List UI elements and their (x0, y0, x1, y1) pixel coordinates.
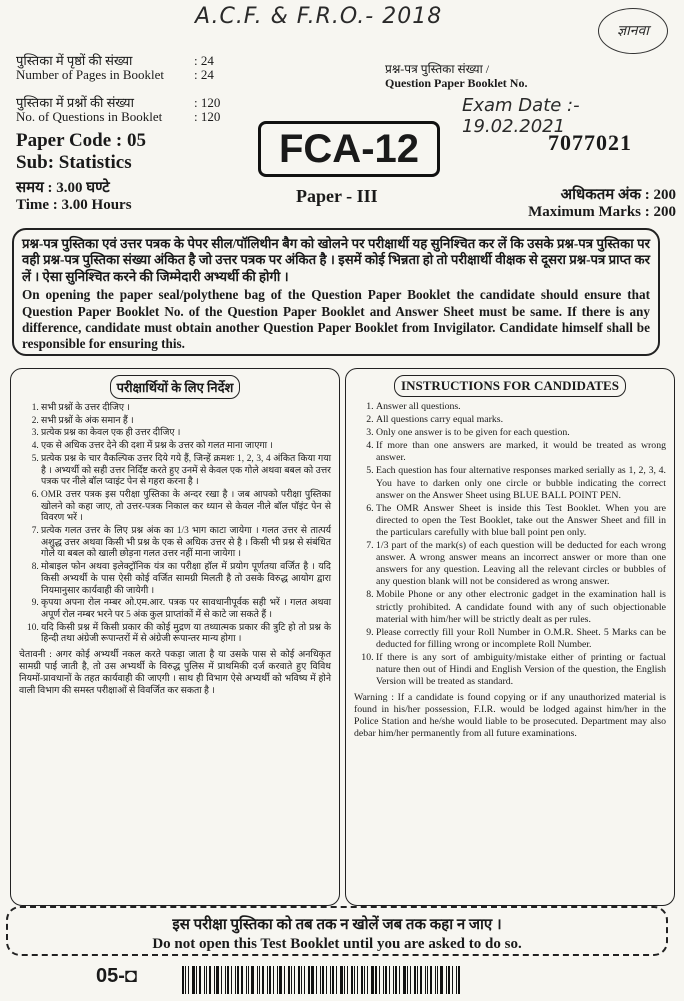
pages-label-en: Number of Pages in Booklet (16, 67, 165, 82)
barcode-bar (425, 966, 426, 994)
list-item: 2. All questions carry equal marks. (376, 414, 666, 426)
questions-info (16, 96, 256, 124)
barcode-bar (389, 966, 390, 994)
barcode-bar (251, 966, 254, 994)
list-item: 8. Mobile Phone or any other electronic gadget in the examination hall is strictly prohibited. A candidate found with any of such objectionable material with him/her will be strictly dealt as per rules. (376, 589, 666, 625)
barcode-bar (216, 966, 219, 994)
barcode-bar (326, 966, 327, 994)
barcode-bar (206, 966, 207, 994)
list-item: 8. मोबाइल फोन अथवा इलेक्ट्रॉनिक यंत्र का परीक्षा हॉल में प्रयोग पूर्णतया वर्जित है । यदि किसी अभ्यर्थी के पास ऐसी कोई वर्जित सामग्री मिलती है तो उसके विरुद्ध आयोग द्वारा नियमानुसार कार्यवाही की जायेगी । (41, 562, 331, 597)
barcode-bar (395, 966, 397, 994)
barcode-bar (347, 966, 348, 994)
questions-value-hi: : 120 (194, 95, 221, 110)
list-item: 3. Only one answer is to be given for each question. (376, 427, 666, 439)
barcode-bar (364, 966, 365, 994)
list-item: 10. If there is any sort of ambiguity/mistake either of printing or factual nature then out of Hindi and English Version of the question, the English Version will be treated as standard. (376, 652, 666, 688)
barcode-bar (440, 966, 443, 994)
pages-value-en: : 24 (194, 67, 214, 82)
barcode-bar (204, 966, 205, 994)
barcode-bar (456, 966, 457, 994)
barcode-bar (399, 966, 400, 994)
barcode-bar (262, 966, 264, 994)
list-item: 4. If more than one answers are marked, it would be treated as wrong answer. (376, 440, 666, 464)
barcode-bar (199, 966, 201, 994)
list-item: 6. The OMR Answer Sheet is inside this Test Booklet. When you are directed to open the Test Booklet, take out the Answer Sheet and fill in the particulars carefully with blue ball point pen only. (376, 503, 666, 539)
booklet-code: FCA-12 (258, 121, 440, 177)
handwritten-stamp-mark: ज्ञानवा (598, 8, 668, 54)
barcode-bar (209, 966, 211, 994)
list-item: 2. सभी प्रश्नों के अंक समान हैं । (41, 416, 331, 428)
barcode-bar (414, 966, 416, 994)
instructions-english-title: INSTRUCTIONS FOR CANDIDATES (394, 375, 626, 397)
barcode-bar (417, 966, 418, 994)
time-en: Time : 3.00 Hours (16, 197, 132, 213)
questions-label-en: No. of Questions in Booklet (16, 109, 163, 124)
list-item: 9. Please correctly fill your Roll Number in O.M.R. Sheet. 5 Marks can be deducted for filling wrong or incomplete Roll Number. (376, 627, 666, 651)
barcode-bar (427, 966, 428, 994)
barcode-bar (294, 966, 295, 994)
do-not-open-english: Do not open this Test Booklet until you are asked to do so. (152, 936, 522, 952)
barcode-bar (383, 966, 384, 994)
notice-english: On opening the paper seal/polythene bag of the Question Paper Booklet the candidate should ensure that Question Paper Booklet No. of the Question Paper Booklet and Answer Sheet must be same. If there is any difference, candidate must obtain another Question Paper Booklet from Invigilator. Candidate himself shall be responsible for ensuring this. (22, 287, 650, 352)
instructions-english-list (354, 401, 666, 688)
instructions-hindi-panel (10, 368, 340, 906)
barcode-bar (437, 966, 438, 994)
barcode-bar (308, 966, 310, 994)
barcode-bar (316, 966, 317, 994)
list-item: 3. प्रत्येक प्रश्न का केवल एक ही उत्तर दीजिए । (41, 428, 331, 440)
time-block (16, 180, 132, 214)
warning-english: Warning : If a candidate is found copying or if any unauthorized material is found in his/her possession, F.I.R. would be lodged against him/her in the Police Station and he/she would liable to be prosecuted. Department may also debar him/her permanently from all future examinations. (354, 692, 666, 740)
barcode-bar (371, 966, 374, 994)
booklet-number: 7077021 (548, 130, 632, 155)
barcode-bar (375, 966, 377, 994)
list-item: 5. प्रत्येक प्रश्न के चार वैकल्पिक उत्तर दिये गये हैं, जिन्हें क्रमशः 1, 2, 3, 4 अंकित किया गया है । अभ्यर्थी को सही उत्तर निर्दिष्ट करते हुए उनमें से केवल एक गोले अथवा बबल को उत्तर पत्रक पर नीले बॉल प्वाइंट पेन से गहरा करना है । (41, 454, 331, 489)
list-item: 10. यदि किसी प्रश्न में किसी प्रकार की कोई मुद्रण या तथ्यात्मक प्रकार की त्रुटि हो तो प्रश्न के हिन्दी तथा अंग्रेजी रूपान्तरों में से अंग्रेजी रूपान्तर मान्य होगा । (41, 623, 331, 646)
subject: Sub: Statistics (16, 152, 132, 173)
barcode-bar (231, 966, 232, 994)
barcode-bar (344, 966, 345, 994)
barcode-bar (298, 966, 300, 994)
barcode-bar (225, 966, 226, 994)
barcode-bar (185, 966, 186, 994)
instructions-hindi-title: परीक्षार्थियों के लिए निर्देश (110, 375, 241, 399)
barcode-bar (361, 966, 363, 994)
pages-info (16, 54, 256, 82)
list-item: 5. Each question has four alternative responses marked serially as 1, 2, 3, 4. You have to darken only one circle or bubble indicating the correct answer on the Answer Sheet using BLUE BALL POINT PEN. (376, 465, 666, 501)
barcode-bar (320, 966, 321, 994)
qpb-label-en: Question Paper Booklet No. (385, 76, 528, 90)
barcode-bar (241, 966, 243, 994)
barcode-bar (192, 966, 195, 994)
barcode-bar (196, 966, 197, 994)
barcode-bar (420, 966, 422, 994)
list-item: 9. कृपया अपना रोल नम्बर ओ.एम.आर. पत्रक पर सावधानीपूर्वक सही भरें । गलत अथवा अपूर्ण रोल नम्बर भरने पर 5 अंक कुल प्राप्तांकों में से काटे जा सकते हैं । (41, 598, 331, 621)
barcode-bar (458, 966, 460, 994)
barcode-bar (273, 966, 274, 994)
barcode-bar (259, 966, 260, 994)
barcode-bar (311, 966, 314, 994)
question-paper-booklet-label (385, 62, 527, 90)
list-item: 4. एक से अधिक उत्तर देने की दशा में प्रश्न के उत्तर को गलत माना जाएगा । (41, 441, 331, 453)
paper-number: Paper - III (296, 186, 378, 206)
barcode-bar (267, 966, 268, 994)
barcode-bar (301, 966, 302, 994)
handwritten-exam-date: Exam Date :- 19.02.2021 (462, 95, 580, 137)
instructions-english-panel (345, 368, 675, 906)
list-item: 7. 1/3 part of the mark(s) of each question will be deducted for each wrong answer. A wrong answer means an incorrect answer or more than one answers for any question. Leaving all the relevant circles or bubbles of any question blank will not be considered as wrong answer. (376, 540, 666, 588)
barcode-bar (446, 966, 447, 994)
barcode-bar (237, 966, 239, 994)
barcode-bar (269, 966, 271, 994)
barcode-bar (182, 966, 184, 994)
paper-code: Paper Code : 05 (16, 130, 146, 151)
barcode-bar (410, 966, 411, 994)
barcode-bar (221, 966, 222, 994)
barcode-bar (322, 966, 324, 994)
barcode-bar (452, 966, 453, 994)
qpb-label-hi: प्रश्न-पत्र पुस्तिका संख्या / (385, 62, 490, 76)
barcode-bar (288, 966, 290, 994)
barcode-bar (435, 966, 436, 994)
pages-value-hi: : 24 (194, 53, 214, 68)
pages-label-hi: पुस्तिका में पृष्ठों की संख्या (16, 53, 133, 68)
barcode-bar (248, 966, 249, 994)
barcode-bar (340, 966, 343, 994)
time-hi: समय : 3.00 घण्टे (16, 180, 110, 196)
barcode-bar (354, 966, 355, 994)
barcode-bar (448, 966, 450, 994)
notice-hindi: प्रश्न-पत्र पुस्तिका एवं उत्तर पत्रक के पेपर सील/पॉलिथीन बैग को खोलने पर परीक्षार्थी यह सुनिश्चित कर लें कि उसके प्रश्न-पत्र पुस्तिका पर वही प्रश्न-पत्र पुस्तिका संख्या अंकित है जो उत्तर पत्रक पर अंकित है । इसमें कोई भिन्नता हो तो परीक्षार्थी वीक्षक से दूसरा प्रश्न-पत्र प्राप्त कर लें । ऐसा सुनिश्चित करने की जिम्मेदारी अभ्यर्थी की होगी । (22, 236, 650, 284)
barcode-bar (284, 966, 285, 994)
barcode-bar (430, 966, 432, 994)
do-not-open-hindi: इस परीक्षा पुस्तिका को तब तक न खोलें जब तक कहा न जाए । (172, 917, 502, 933)
questions-value-en: : 120 (194, 109, 221, 124)
barcode-bar (246, 966, 247, 994)
list-item: 6. OMR उत्तर पत्रक इस परीक्षा पुस्तिका के अन्दर रखा है । जब आपको परीक्षा पुस्तिका खोलने को कहा जाए, तो उत्तर-पत्रक निकाल कर ध्यान से केवल नीले बॉल पॉइंट पेन से विवरण भरें । (41, 490, 331, 525)
list-item: 1. सभी प्रश्नों के उत्तर दीजिए । (41, 403, 331, 415)
list-item: 7. प्रत्येक गलत उत्तर के लिए प्रश्न अंक का 1/3 भाग काटा जायेगा । गलत उत्तर से तात्पर्य अशुद्ध उत्तर अथवा किसी भी प्रश्न के एक से अधिक उत्तर से है । किसी भी प्रश्न से संबंधित गोले या बबल को खाली छोड़ना गलत उत्तर नहीं माना जायेगा । (41, 526, 331, 561)
questions-label-hi: पुस्तिका में प्रश्नों की संख्या (16, 95, 134, 110)
barcode-bar (351, 966, 353, 994)
barcode-bar (336, 966, 337, 994)
barcode-bar (330, 966, 331, 994)
barcode-bar (367, 966, 368, 994)
barcode-bar (332, 966, 334, 994)
maximum-marks (516, 187, 676, 221)
seal-opening-notice (12, 228, 660, 356)
barcode-bar (403, 966, 406, 994)
barcode-bar (235, 966, 236, 994)
barcode-bar (357, 966, 358, 994)
barcode-bar (407, 966, 408, 994)
barcode-bar (379, 966, 380, 994)
barcode-bar (279, 966, 282, 994)
barcode-bar (257, 966, 258, 994)
barcode-bar (304, 966, 305, 994)
series-code: 05-◘ (96, 965, 137, 987)
max-marks-en: Maximum Marks : 200 (528, 204, 676, 220)
handwritten-exam-name: A.C.F. & F.R.O.- 2018 (195, 4, 443, 29)
instructions-hindi-list (19, 403, 331, 646)
barcode (182, 966, 462, 994)
barcode-bar (385, 966, 387, 994)
barcode-bar (291, 966, 292, 994)
barcode-bar (277, 966, 278, 994)
paper-code-block (16, 130, 146, 174)
do-not-open-notice (6, 906, 668, 956)
list-item: 1. Answer all questions. (376, 401, 666, 413)
warning-hindi: चेतावनी : अगर कोई अभ्यर्थी नकल करते पकड़ा जाता है या उसके पास से कोई अनधिकृत सामग्री पाई जाती है, तो उस अभ्यर्थी के विरुद्ध पुलिस में प्राथमिकी दर्ज करवाते हुए विविध नियमों-प्रावधानों के तहत कार्यवाही की जाएगी । साथ ही विभाग ऐसे अभ्यर्थी को भविष्य में होने वाली विभाग की समस्त परीक्षाओं से विवर्जित कर सकता है । (19, 650, 331, 696)
barcode-bar (393, 966, 394, 994)
barcode-bar (227, 966, 229, 994)
max-marks-hi: अधिकतम अंक : 200 (560, 187, 676, 203)
barcode-bar (188, 966, 189, 994)
barcode-bar (214, 966, 215, 994)
